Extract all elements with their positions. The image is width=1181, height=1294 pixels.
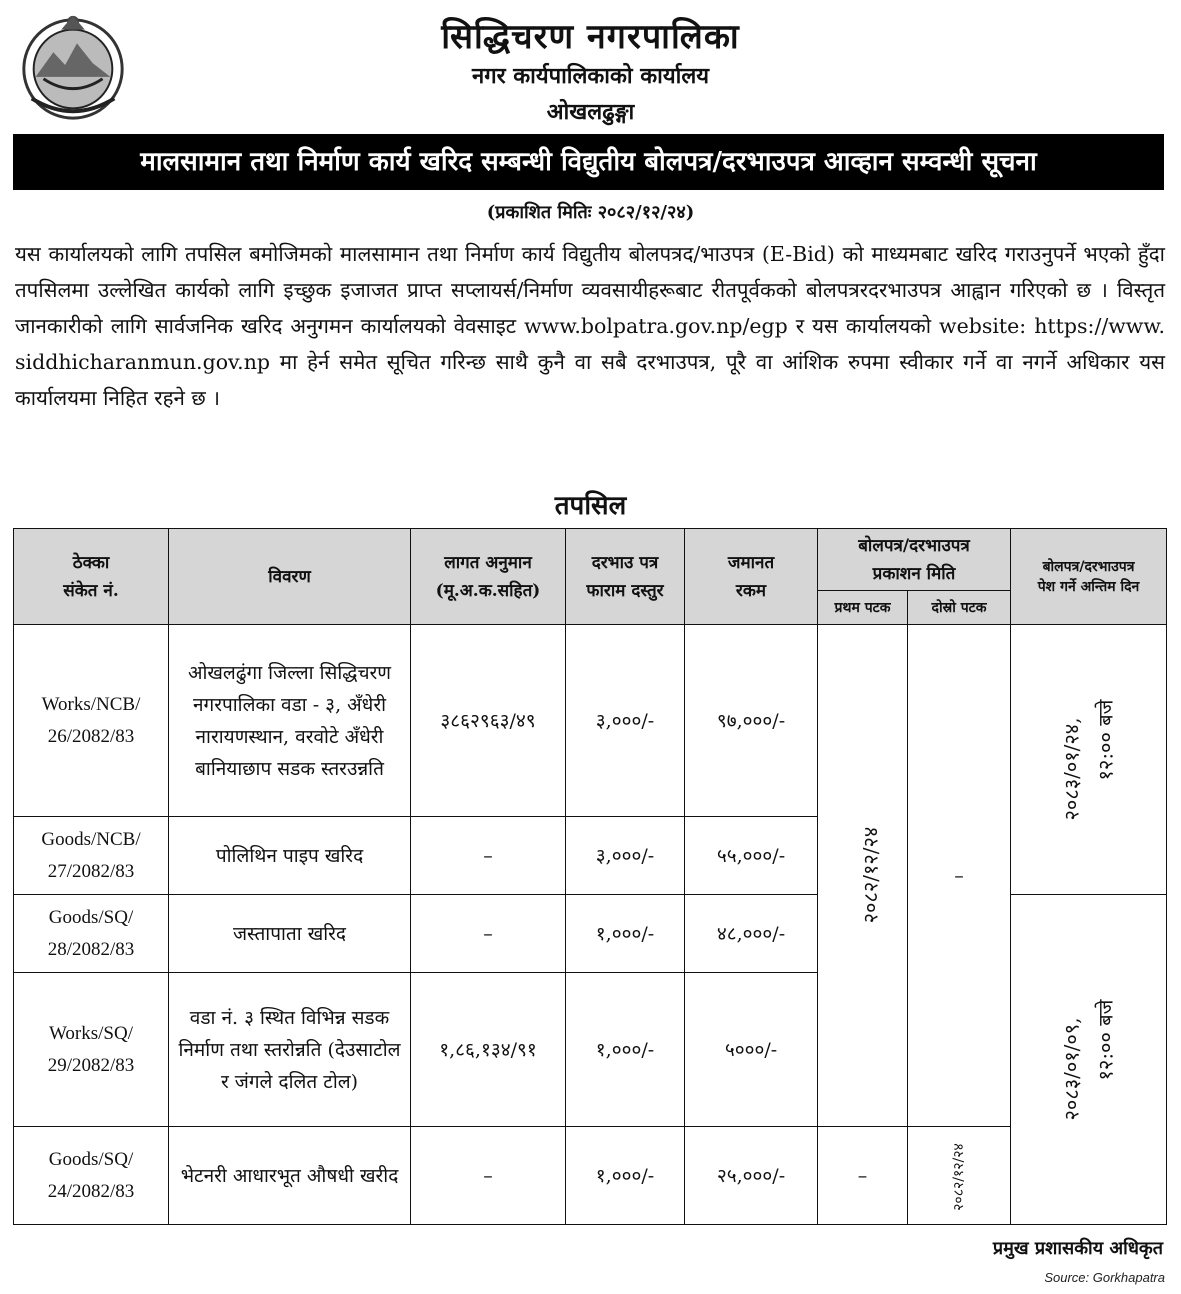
row-desc: ओखलढुंगा जिल्ला सिद्धिचरण नगरपालिका वडा - ३, अँधेरी नारायणस्थान, वरवोटे अँधेरी बानियाछाप सडक स्तरउन्नति xyxy=(169,625,411,817)
deadline-2-date: २०८३/०१/०९, xyxy=(1059,1016,1084,1120)
row-deposit: ५५,०००/- xyxy=(685,817,818,895)
row5-pub-second: २०८२/१२/२४ xyxy=(951,1142,967,1211)
row-deposit: ४८,०००/- xyxy=(685,895,818,973)
row-deposit: २५,०००/- xyxy=(685,1127,818,1225)
row-desc: भेटनरी आधारभूत औषधी खरीद xyxy=(169,1127,411,1225)
header-estimate xyxy=(411,529,566,625)
deadline-2-time: १२:०० बजे xyxy=(1093,999,1118,1080)
deadline-1-text xyxy=(1055,699,1123,820)
deadline-1-date: २०८३/०१/२४, xyxy=(1059,716,1084,820)
signatory-title: प्रमुख प्रशासकीय अधिकृत xyxy=(992,1238,1163,1259)
header-code-l2: संकेत नं. xyxy=(63,580,119,601)
header-pub-l1: बोलपत्र/दरभाउपत्र xyxy=(858,535,970,556)
header-estimate-l1: लागत अनुमान xyxy=(444,552,532,573)
deadline-merged-2 xyxy=(1011,895,1167,1225)
header-deadline xyxy=(1011,529,1167,625)
bid-table xyxy=(13,528,1167,1225)
header-desc: विवरण xyxy=(169,529,411,625)
office-name: नगर कार्यपालिकाको कार्यालय xyxy=(472,63,709,89)
header-deposit-l1: जमानत xyxy=(727,552,775,573)
row-fee: १,०००/- xyxy=(566,973,685,1127)
source-credit: Source: Gorkhapatra xyxy=(1044,1270,1165,1285)
header-publication xyxy=(818,529,1011,591)
header-pub-l2: प्रकाशन मिति xyxy=(872,563,956,584)
header-fee-l1: दरभाउ पत्र xyxy=(591,552,659,573)
row-fee: १,०००/- xyxy=(566,895,685,973)
row-deposit: ५०००/- xyxy=(685,973,818,1127)
row-estimate: १,८६,१३४/९१ xyxy=(411,973,566,1127)
pub-first-date: २०८२/१२/२४ xyxy=(858,826,883,924)
row-code: Works/SQ/ 29/2082/83 xyxy=(14,973,169,1127)
header-deposit-l2: रकम xyxy=(735,580,767,601)
row-deposit: ९७,०००/- xyxy=(685,625,818,817)
row-estimate: – xyxy=(411,1127,566,1225)
row-estimate: – xyxy=(411,817,566,895)
row-desc: वडा नं. ३ स्थित विभिन्न सडक निर्माण तथा स्तरोन्नति (देउसाटोल र जंगले दलित टोल) xyxy=(169,973,411,1127)
row5-pub-first: – xyxy=(818,1127,908,1225)
pub-second-merged: – xyxy=(908,625,1011,1127)
header-pub-second: दोस्रो पटक xyxy=(908,591,1011,625)
published-date: (प्रकाशित मितिः २०८२/१२/२४) xyxy=(486,202,695,223)
row-fee: ३,०००/- xyxy=(566,817,685,895)
row-code: Goods/SQ/ 28/2082/83 xyxy=(14,895,169,973)
deadline-1-time: १२:०० बजे xyxy=(1093,699,1118,780)
deadline-merged-1 xyxy=(1011,625,1167,895)
row-estimate: ३८६२९६३/४९ xyxy=(411,625,566,817)
header-deadline-l2: पेश गर्ने अन्तिम दिन xyxy=(1037,578,1140,595)
municipality-name: सिद्धिचरण नगरपालिका xyxy=(441,17,740,57)
row-fee: १,०००/- xyxy=(566,1127,685,1225)
row-code: Works/NCB/ 26/2082/83 xyxy=(14,625,169,817)
table-row xyxy=(14,625,1167,817)
row-code: Goods/NCB/ 27/2082/83 xyxy=(14,817,169,895)
row-fee: ३,०००/- xyxy=(566,625,685,817)
table-row xyxy=(14,1127,1167,1225)
header-pub-first: प्रथम पटक xyxy=(818,591,908,625)
row-desc: जस्तापाता खरिद xyxy=(169,895,411,973)
header-code xyxy=(14,529,169,625)
header-fee-l2: फाराम दस्तुर xyxy=(586,580,664,601)
row-desc: पोलिथिन पाइप खरिद xyxy=(169,817,411,895)
notice-body: यस कार्यालयको लागि तपसिल बमोजिमको मालसामान तथा निर्माण कार्य विद्युतीय बोलपत्रद/भाउपत्र (E-Bid) को माध्यमबाट खरिद गराउनुपर्ने भएको हुँदा तपसिलमा उल्लेखित कार्यको लागि इच्छुक इजाजत प्राप्त सप्लायर्स/निर्माण व्यवसायीहरूबाट रीतपूर्वकको बोलपत्ररदरभाउपत्र आह्वान गरिएको छ । विस्तृत जानकारीको लागि सार्वजनिक खरिद अनुगमन कार्यालयको वेवसाइट www.bolpatra.gov.np/egp र यस कार्यालयको website: https://www. siddhicharanmun.gov.np मा हेर्न समेत सूचित गरिन्छ साथै कुनै वा सबै दरभाउपत्र, पूरै वा आंशिक रुपमा स्वीकार गर्ने वा नगर्ने अधिकार यस कार्यालयमा निहित रहने छ । xyxy=(15,242,1165,410)
row-code: Goods/SQ/ 24/2082/83 xyxy=(14,1127,169,1225)
office-location: ओखलढुङ्गा xyxy=(546,99,635,125)
notice-title-banner: मालसामान तथा निर्माण कार्य खरिद सम्बन्धी विद्युतीय बोलपत्र/दरभाउपत्र आव्हान सम्वन्धी सूचना xyxy=(13,134,1164,190)
pub-first-merged xyxy=(818,625,908,1127)
row5-pub-second-cell xyxy=(908,1127,1011,1225)
header-deadline-l1: बोलपत्र/दरभाउपत्र xyxy=(1042,558,1135,575)
row-estimate: – xyxy=(411,895,566,973)
deadline-2-text xyxy=(1055,999,1123,1120)
header-code-l1: ठेक्का xyxy=(72,552,110,573)
header-estimate-l2: (मू.अ.क.सहित) xyxy=(435,580,541,601)
header-deposit xyxy=(685,529,818,625)
header-fee xyxy=(566,529,685,625)
table-title: तपसिल xyxy=(554,491,627,521)
